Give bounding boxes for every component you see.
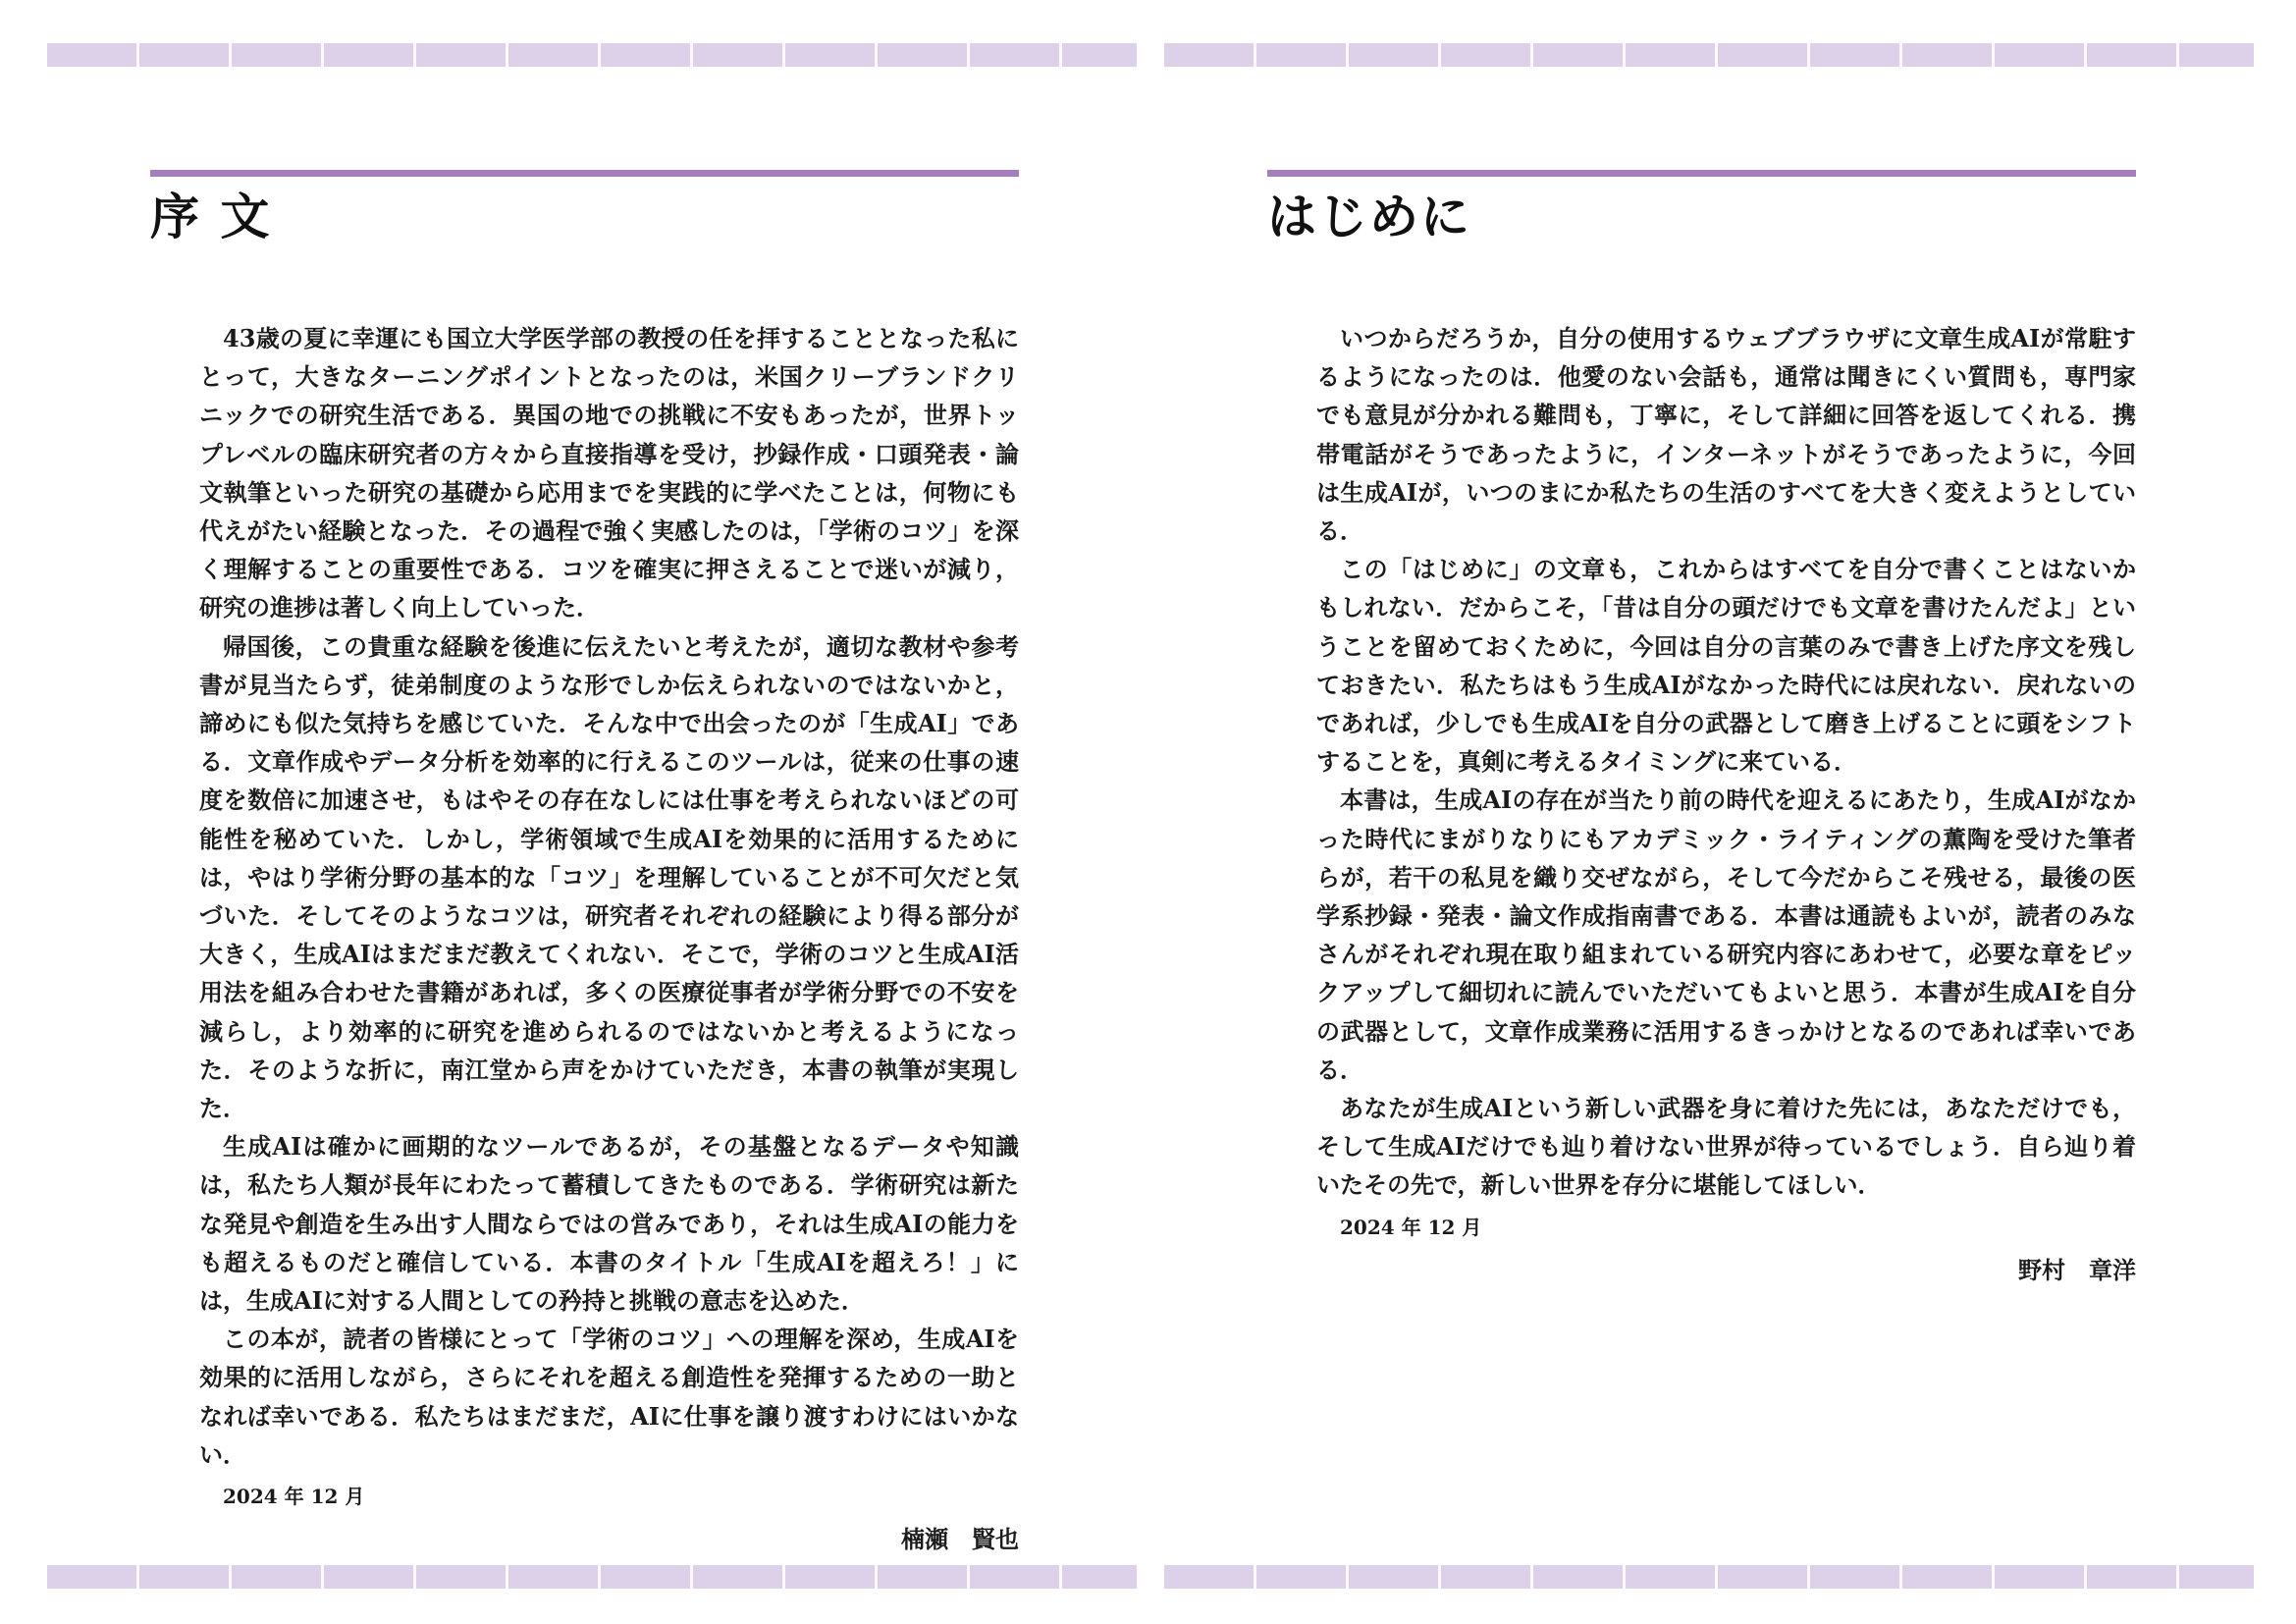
paragraph: 本書は，生成AIの存在が当たり前の時代を迎えるにあたり，生成AIがなかった時代にまがりなりにもアカデミック・ライティングの薫陶を受けた筆者らが，若干の私見を織り交ぜながら，そして今だからこそ残せる，最後の医学系抄録・発表・論文作成指南書である．本書は通読もよいが，読者のみなさんがそれぞれ現在取り組まれている研究内容にあわせて，必要な章をピックアップして細切れに読んでいただいてもよいと思う．本書が生成AIを自分の武器として，文章作成業務に活用するきっかけとなるのであれば幸いである． [1316, 785, 2136, 1084]
preface-body [199, 319, 1019, 1556]
page-title: 序 文 [150, 189, 272, 245]
date: 2024 年 12 月 [1340, 1215, 1482, 1239]
left-page [47, 0, 1137, 1624]
top-decorative-band [1164, 43, 2254, 67]
right-page [1164, 0, 2254, 1624]
top-decorative-band [47, 43, 1137, 67]
heading-rule [150, 170, 1019, 177]
introduction-body [1316, 319, 2136, 1287]
paragraph: いつからだろうか，自分の使用するウェブブラウザに文章生成AIが常駐するようになったのは．他愛のない会話も，通常は聞きにくい質問も，専門家でも意見が分かれる難問も，丁寧に，そして詳細に回答を返してくれる．携帯電話がそうであったように，インターネットがそうであったように，今回は生成AIが，いつのまにか私たちの生活のすべてを大きく変えようとしている． [1316, 324, 2136, 546]
paragraph: 帰国後，この貴重な経験を後進に伝えたいと考えたが，適切な教材や参考書が見当たらず，徒弟制度のような形でしか伝えられないのではないかと，諦めにも似た気持ちを感じていた．そんな中で出会ったのが「生成AI」である．文章作成やデータ分析を効率的に行えるこのツールは，従来の仕事の速度を数倍に加速させ，もはやその存在なしには仕事を考えられないほどの可能性を秘めていた．しかし，学術領域で生成AIを効果的に活用するためには，やはり学術分野の基本的な「コツ」を理解していることが不可欠だと気づいた．そしてそのようなコツは，研究者それぞれの経験により得る部分が大きく，生成AIはまだまだ教えてくれない．そこで，学術のコツと生成AI活用法を組み合わせた書籍があれば，多くの医療従事者が学術分野での不安を減らし，より効率的に研究を進められるのではないかと考えるようになった．そのような折に，南江堂から声をかけていただき，本書の執筆が実現した． [199, 631, 1019, 1123]
paragraph: この本が，読者の皆様にとって「学術のコツ」への理解を深め，生成AIを効果的に活用しながら，さらにそれを超える創造性を発揮するための一助となれば幸いである．私たちはまだまだ，AIに仕事を譲り渡すわけにはいかない． [199, 1325, 1019, 1469]
heading-rule [1267, 170, 2136, 177]
author-name: 野村 章洋 [2018, 1255, 2136, 1284]
paragraph: この「はじめに」の文章も，これからはすべてを自分で書くことはないかもしれない．だからこそ，「昔は自分の頭だけでも文章を書けたんだよ」ということを留めておくために，今回は自分の言葉のみで書き上げた序文を残しておきたい．私たちはもう生成AIがなかった時代には戻れない．戻れないのであれば，少しでも生成AIを自分の武器として磨き上げることに頭をシフトすることを，真剣に考えるタイミングに来ている． [1316, 555, 2136, 777]
paragraph: 生成AIは確かに画期的なツールであるが，その基盤となるデータや知識は，私たち人類が長年にわたって蓄積してきたものである．学術研究は新たな発見や創造を生み出す人間ならではの営みであり，それは生成AIの能力をも超えるものだと確信している．本書のタイトル「生成AIを超えろ！」には，生成AIに対する人間としての矜持と挑戦の意志を込めた． [199, 1132, 1019, 1316]
paragraph: 43歳の夏に幸運にも国立大学医学部の教授の任を拝することとなった私にとって，大きなターニングポイントとなったのは，米国クリーブランドクリニックでの研究生活である．異国の地での挑戦に不安もあったが，世界トップレベルの臨床研究者の方々から直接指導を受け，抄録作成・口頭発表・論文執筆といった研究の基礎から応用までを実践的に学べたことは，何物にも代えがたい経験となった．その過程で強く実感したのは，「学術のコツ」を深く理解することの重要性である．コツを確実に押さえることで迷いが減り，研究の進捗は著しく向上していった． [199, 324, 1019, 623]
bottom-decorative-band [1164, 1565, 2254, 1589]
page-title: はじめに [1267, 189, 1471, 245]
author-name: 楠瀬 賢也 [901, 1525, 1019, 1554]
bottom-decorative-band [47, 1565, 1137, 1589]
date: 2024 年 12 月 [223, 1485, 365, 1509]
paragraph: あなたが生成AIという新しい武器を身に着けた先には，あなただけでも，そして生成AIだけでも辿り着けない世界が待っているでしょう．自ら辿り着いたその先で，新しい世界を存分に堪能してほしい． [1316, 1094, 2136, 1200]
